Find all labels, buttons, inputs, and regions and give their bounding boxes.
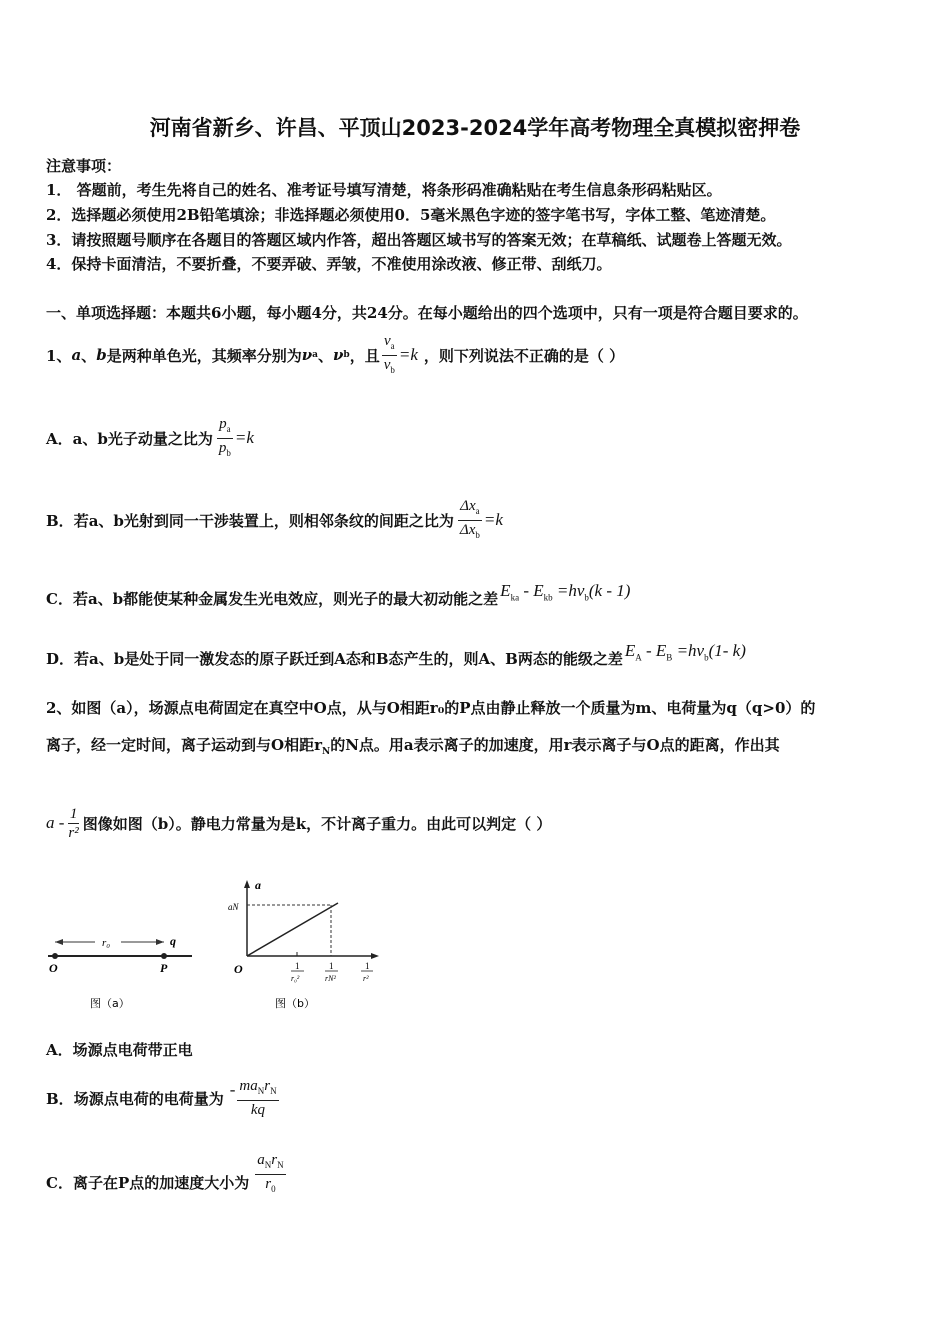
option-text: 若a、b光射到同一干涉装置上，则相邻条纹的间距之比为 — [73, 511, 454, 530]
question-2-line3 — [46, 798, 551, 848]
q1-nu-a-sub: a — [312, 350, 318, 360]
q1-and: ，且 — [349, 346, 380, 365]
label-o: O — [234, 962, 243, 976]
frac-num: v — [383, 332, 391, 349]
question-2-line2 — [46, 734, 780, 757]
q2-line2-text: 离子，经一定时间，离子运动到与O相距r — [46, 736, 322, 754]
arrow-head-right — [156, 939, 164, 945]
question-1-stem — [46, 330, 624, 380]
label-an: aN — [228, 902, 239, 912]
eq-part: =hν — [672, 641, 705, 661]
q1-option-c — [46, 578, 630, 618]
eq-part: (1- k) — [708, 641, 746, 661]
eq-part: E — [624, 641, 636, 661]
q2-line3-text: 图像如图（b）。静电力常量为是k，不计离子重力。由此可以判定（ ） — [82, 814, 552, 833]
tick-2-den: rN² — [325, 974, 336, 983]
notes-heading: 注意事项： — [46, 157, 122, 175]
note-item: 1． 答题前，考生先将自己的姓名、准考证号填写清楚，将条形码准确粘贴在考生信息条形码粘贴区。 — [46, 181, 722, 199]
option-fraction — [255, 1151, 285, 1198]
q1-sep2: 、 — [317, 346, 333, 365]
frac-den: kq — [250, 1102, 266, 1118]
label-o: O — [49, 961, 58, 975]
option-label: A． — [46, 1041, 73, 1059]
note-item: 4．保持卡面清洁，不要折叠，不要弄破、弄皱，不准使用涂改液、修正带、刮纸刀。 — [46, 255, 612, 273]
frac-sub: N — [270, 1086, 277, 1096]
data-line — [247, 903, 338, 956]
tick-3-num: 1 — [365, 961, 370, 971]
frac-num: r — [271, 1151, 278, 1168]
frac-den-sub: b — [390, 364, 395, 375]
q1-ratio-fraction — [382, 332, 397, 379]
frac-num: Δx — [460, 497, 476, 514]
option-label: A． — [46, 429, 73, 448]
option-rhs: =k — [483, 510, 503, 529]
q2-option-a — [46, 1039, 193, 1060]
q1-nu-b-sub: b — [343, 350, 350, 360]
eq-part: - E — [519, 581, 544, 601]
q1-var-a: a — [71, 346, 82, 364]
eq-sub: ka — [510, 592, 520, 603]
option-label: C． — [46, 589, 73, 608]
tick-1-den: r₀² — [291, 974, 300, 983]
eq-sub: b — [704, 652, 709, 663]
frac-den-sub: b — [226, 447, 231, 458]
point-p — [161, 953, 167, 959]
eq-sub: A — [635, 652, 642, 663]
tick-3-den: r² — [363, 974, 369, 983]
option-equation — [500, 581, 630, 602]
frac-sub: 0 — [271, 1183, 276, 1194]
figure-b — [225, 876, 385, 1016]
frac-den-sub: b — [475, 529, 480, 540]
frac-den: r² — [68, 824, 79, 841]
frac-num: ma — [239, 1078, 258, 1094]
option-text: 若a、b是处于同一激发态的原子跃迁到A态和B态产生的，则A、B两态的能级之差 — [74, 649, 623, 668]
eq-part: - E — [641, 641, 667, 661]
point-o — [52, 953, 58, 959]
q2-line2-tail: 的N点。用a表示离子的加速度，用r表示离子与O点的距离，作出其 — [330, 736, 780, 754]
section-heading: 一、单项选择题：本题共6小题，每小题4分，共24分。在每小题给出的四个选项中，只有一项是符合题目要求的。 — [46, 304, 808, 322]
frac-num-sub: a — [226, 423, 231, 434]
frac-num: p — [219, 415, 227, 432]
option-fraction — [458, 497, 482, 544]
option-label: B． — [46, 1089, 74, 1108]
frac-sub: N — [264, 1159, 272, 1170]
label-q: q — [170, 934, 176, 948]
option-fraction — [237, 1077, 278, 1119]
option-text: 离子在P点的加速度大小为 — [72, 1173, 250, 1192]
question-2-line1: 2、如图（a），场源点电荷固定在真空中O点，从与O相距r₀的P点由静止释放一个质量为m、电荷量为q（q>0）的 — [46, 699, 816, 717]
q1-sep: 、 — [81, 346, 97, 365]
tick-1-num: 1 — [295, 961, 300, 971]
q2-option-b — [46, 1073, 281, 1123]
frac-sub: N — [257, 1086, 265, 1096]
q1-option-a — [46, 413, 254, 463]
frac-num-sub: a — [475, 505, 480, 516]
eq-part: =hν — [552, 581, 585, 601]
page-title: 河南省新乡、许昌、平顶山2023-2024学年高考物理全真模拟密押卷 — [149, 116, 801, 140]
y-arrow — [244, 880, 250, 888]
option-rhs: =k — [234, 428, 254, 447]
frac-num: r — [264, 1078, 271, 1094]
eq-sub: kb — [543, 592, 553, 603]
label-p: P — [160, 961, 168, 975]
arrow-head-left — [55, 939, 63, 945]
eq-part: (k - 1) — [588, 581, 631, 601]
q1-var-b: b — [96, 346, 107, 364]
option-text: 场源点电荷的电荷量为 — [73, 1089, 224, 1108]
q1-stem-tail: ，则下列说法不正确的是（ ） — [423, 346, 625, 365]
frac-den: Δx — [459, 521, 476, 538]
eq-part: E — [500, 581, 511, 601]
q2-graph-lhs: a - — [46, 813, 65, 832]
frac-den: r — [265, 1175, 272, 1192]
option-text: 若a、b都能使某种金属发生光电效应，则光子的最大初动能之差 — [72, 589, 499, 608]
caption-b: 图（b） — [275, 997, 315, 1010]
q2-graph-fraction — [66, 805, 80, 842]
q1-option-b — [46, 495, 503, 545]
option-text: 场源点电荷带正电 — [72, 1041, 193, 1059]
tick-2-num: 1 — [329, 961, 334, 971]
frac-num: a — [257, 1151, 265, 1168]
q1-number: 1、 — [46, 346, 72, 365]
caption-a: 图（a） — [90, 997, 130, 1010]
eq-sub: b — [584, 592, 589, 603]
q1-ratio-rhs: =k — [398, 345, 418, 364]
frac-num: 1 — [69, 805, 78, 822]
option-label: B． — [46, 511, 74, 530]
option-fraction — [217, 415, 233, 462]
label-r0: r₀ — [102, 937, 111, 949]
option-minus: - — [229, 1080, 236, 1099]
q1-stem-text: 是两种单色光，其频率分别为 — [106, 346, 302, 365]
eq-sub: B — [666, 652, 673, 663]
q2-line2-sub: N — [321, 747, 331, 757]
option-text: a、b光子动量之比为 — [72, 429, 213, 448]
option-label: C． — [46, 1173, 73, 1192]
q2-option-c — [46, 1151, 288, 1207]
frac-num-sub: a — [390, 340, 395, 351]
figure-a — [40, 925, 200, 1015]
q1-option-d — [46, 638, 746, 678]
note-item: 2．选择题必须使用2B铅笔填涂；非选择题必须使用0．5毫米黑色字迹的签字笔书写，字体工整、笔迹清楚。 — [46, 206, 776, 224]
option-label: D． — [46, 649, 75, 668]
option-equation — [625, 641, 746, 662]
q1-nu-a: ν — [301, 346, 313, 364]
frac-den: v — [383, 356, 391, 373]
x-arrow — [371, 953, 379, 959]
frac-den: p — [218, 439, 227, 456]
axis-label-a: a — [255, 878, 261, 892]
frac-sub: N — [277, 1159, 284, 1170]
q1-nu-b: ν — [332, 346, 344, 364]
note-item: 3．请按照题号顺序在各题目的答题区域内作答，超出答题区域书写的答案无效；在草稿纸、试题卷上答题无效。 — [46, 231, 792, 249]
